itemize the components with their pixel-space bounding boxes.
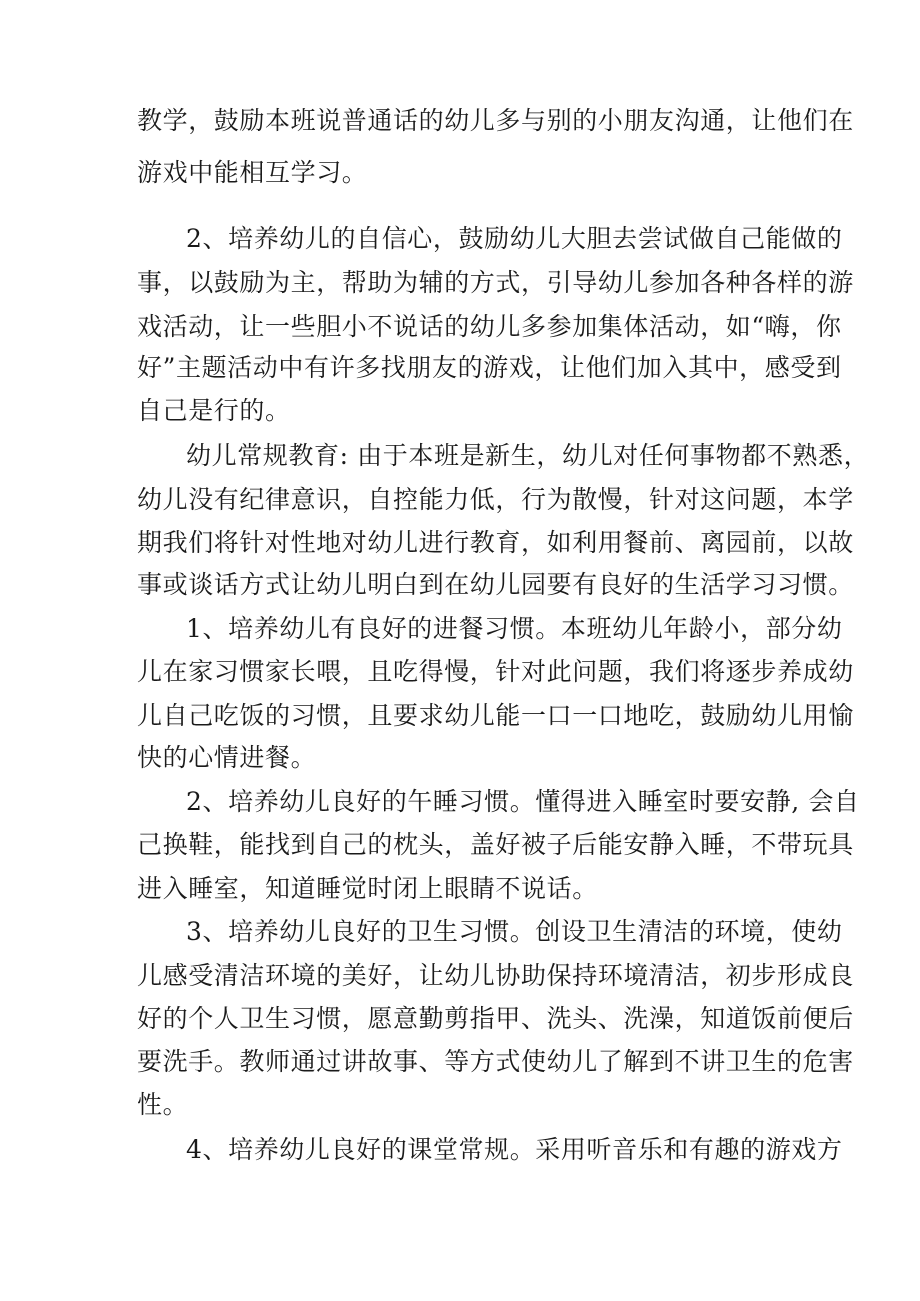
text-line: 自己是行的。 (137, 396, 291, 425)
text-line: 儿自己吃饭的习惯，且要求幼儿能一口一口地吃，鼓励幼儿用愉 (137, 701, 854, 730)
text-line: 教学，鼓励本班说普通话的幼儿多与别的小朋友沟通，让他们在 (137, 106, 854, 135)
text-line: 幼儿常规教育: 由于本班是新生，幼儿对任何事物都不熟悉， (186, 441, 870, 470)
text-line: 4、培养幼儿良好的课堂常规。采用听音乐和有趣的游戏方 (186, 1135, 843, 1164)
text-line: 幼儿没有纪律意识，自控能力低，行为散慢，针对这问题，本学 (137, 485, 854, 514)
text-line: 游戏中能相互学习。 (137, 158, 368, 187)
text-line: 进入睡室，知道睡觉时闭上眼睛不说话。 (137, 874, 598, 903)
text-line: 期我们将针对性地对幼儿进行教育，如利用餐前、离园前，以故 (137, 528, 854, 557)
text-line: 好”主题活动中有许多找朋友的游戏，让他们加入其中，感受到 (137, 353, 842, 382)
text-line: 戏活动，让一些胆小不说话的幼儿多参加集体活动，如“嗨，你 (137, 312, 842, 341)
text-line: 儿感受清洁环境的美好，让幼儿协助保持环境清洁，初步形成良 (137, 961, 854, 990)
text-line: 1、培养幼儿有良好的进餐习惯。本班幼儿年龄小，部分幼 (186, 614, 843, 643)
text-line: 好的个人卫生习惯，愿意勤剪指甲、洗头、洗澡，知道饭前便后 (137, 1004, 854, 1033)
text-line: 2、培养幼儿良好的午睡习惯。懂得进入睡室时要安静, 会自 (186, 787, 860, 816)
text-line: 性。 (137, 1090, 189, 1119)
text-line: 要洗手。教师通过讲故事、等方式使幼儿了解到不讲卫生的危害 (137, 1047, 854, 1076)
text-line: 儿在家习惯家长喂，且吃得慢，针对此问题，我们将逐步养成幼 (137, 657, 854, 686)
text-line: 3、培养幼儿良好的卫生习惯。创设卫生清洁的环境，使幼 (186, 917, 843, 946)
text-line: 2、培养幼儿的自信心，鼓励幼儿大胆去尝试做自己能做的 (186, 224, 843, 253)
text-line: 事，以鼓励为主，帮助为辅的方式，引导幼儿参加各种各样的游 (137, 268, 854, 297)
text-line: 己换鞋，能找到自己的枕头，盖好被子后能安静入睡，不带玩具 (137, 830, 854, 859)
text-line: 快的心情进餐。 (137, 743, 317, 772)
text-line: 事或谈话方式让幼儿明白到在幼儿园要有良好的生活学习习惯。 (137, 570, 854, 599)
